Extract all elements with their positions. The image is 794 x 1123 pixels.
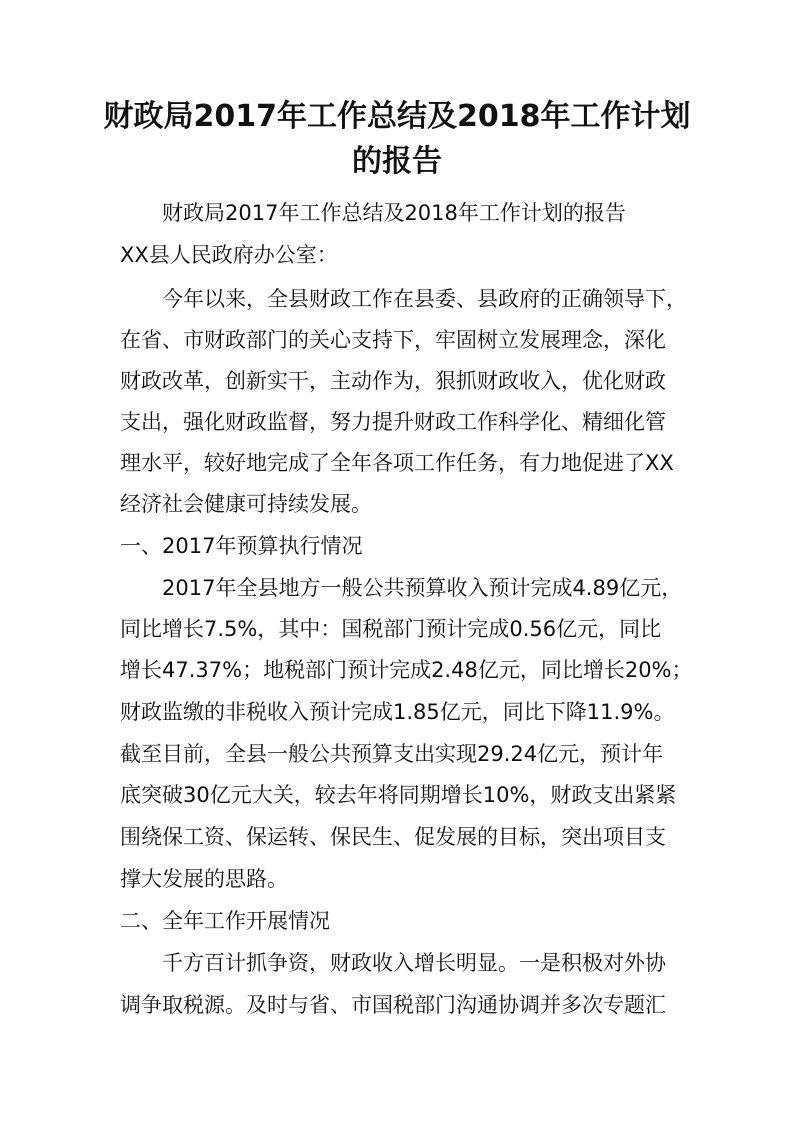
document-title-line-1: 财政局2017年工作总结及2018年工作计划 bbox=[103, 99, 691, 134]
section-1-line: 截至目前，全县一般公共预算支出实现29.24亿元，预计年 bbox=[120, 742, 664, 766]
document-title-line-2: 的报告 bbox=[352, 144, 442, 179]
section-2-line: 调争取税源。及时与省、市国税部门沟通协调并多次专题汇 bbox=[120, 993, 666, 1017]
intro-line: 理水平，较好地完成了全年各项工作任务，有力地促进了XX bbox=[120, 451, 674, 475]
section-2-line: 千方百计抓争资，财政收入增长明显。一是积极对外协 bbox=[162, 951, 666, 975]
section-1-line: 同比增长7.5%，其中：国税部门预计完成0.56亿元，同比 bbox=[120, 617, 662, 641]
section-1-line: 2017年全县地方一般公共预算收入预计完成4.89亿元， bbox=[162, 576, 683, 600]
section-1-line: 围绕保工资、保运转、保民生、促发展的目标，突出项目支 bbox=[120, 825, 666, 849]
salutation: XX县人民政府办公室： bbox=[120, 243, 338, 267]
intro-line: 经济社会健康可持续发展。 bbox=[120, 492, 372, 516]
intro-line: 财政改革，创新实干，主动作为，狠抓财政收入，优化财政 bbox=[120, 369, 666, 393]
section-2-heading: 二、全年工作开展情况 bbox=[120, 909, 330, 933]
document-subtitle: 财政局2017年工作总结及2018年工作计划的报告 bbox=[162, 201, 626, 225]
section-1-line: 增长47.37%；地税部门预计完成2.48亿元，同比增长20%； bbox=[120, 658, 693, 682]
section-1-line: 底突破30亿元大关，较去年将同期增长10%，财政支出紧紧 bbox=[120, 783, 677, 807]
intro-line: 支出，强化财政监督，努力提升财政工作科学化、精细化管 bbox=[120, 410, 666, 434]
section-1-line: 撑大发展的思路。 bbox=[120, 867, 288, 891]
intro-line: 在省、市财政部门的关心支持下，牢固树立发展理念，深化 bbox=[120, 328, 666, 352]
section-1-heading: 一、2017年预算执行情况 bbox=[120, 534, 363, 558]
section-1-line: 财政监缴的非税收入预计完成1.85亿元，同比下降11.9%。 bbox=[120, 700, 675, 724]
intro-line: 今年以来，全县财政工作在县委、县政府的正确领导下， bbox=[162, 287, 687, 311]
